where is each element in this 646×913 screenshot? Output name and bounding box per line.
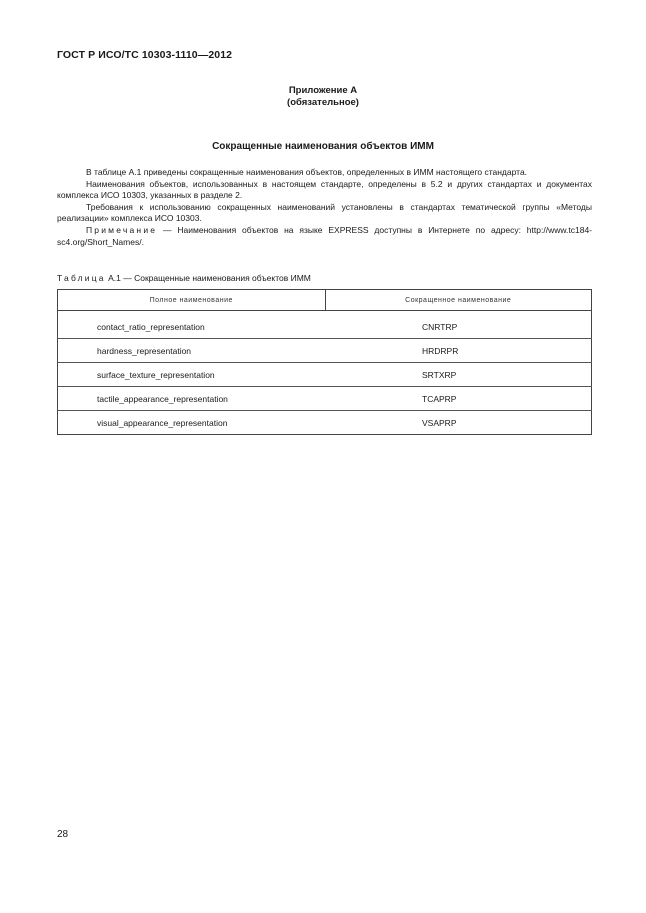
paragraph-2: Наименования объектов, использованных в настоящем стандарте, определены в 5.2 и других стандартах и документах комплекса ИСО 10303, указанных в разделе 2.	[57, 178, 592, 201]
cell-short-name: HRDRPR	[325, 339, 592, 363]
annex-title: Приложение А	[288, 85, 358, 96]
table-caption	[57, 273, 311, 283]
cell-short-name: SRTXRP	[325, 363, 592, 387]
short-names-table	[57, 289, 592, 435]
annex-status: (обязательное)	[287, 97, 359, 108]
header-short-name: Сокращенное наименование	[325, 290, 592, 311]
cell-full-name: visual_appearance_representation	[58, 411, 326, 435]
table-row	[58, 387, 592, 411]
table-header-row	[58, 290, 592, 311]
note-text: — Наименования объектов на языке EXPRESS доступны в Интернете по адресу: http://www.tc184-sc4.org/Short_Names/.	[57, 224, 592, 247]
paragraph-3: Требования к использованию сокращенных наименований установлены в стандартах тематической группы «Методы реализации» комплекса ИСО 10303.	[57, 201, 592, 224]
paragraph-1: В таблице А.1 приведены сокращенные наименования объектов, определенных в ИММ настоящего стандарта.	[86, 167, 528, 177]
table-caption-label: Таблица	[57, 273, 106, 283]
table-row	[58, 315, 592, 339]
cell-short-name: CNRTRP	[325, 315, 592, 339]
note-label: Примечание	[86, 224, 158, 235]
cell-full-name: hardness_representation	[58, 339, 326, 363]
cell-full-name: surface_texture_representation	[58, 363, 326, 387]
table-caption-text: А.1 — Сокращенные наименования объектов ИММ	[105, 273, 311, 283]
body-text	[57, 167, 592, 248]
cell-short-name: TCAPRP	[325, 387, 592, 411]
table-row	[58, 339, 592, 363]
cell-full-name: contact_ratio_representation	[58, 315, 326, 339]
header-full-name: Полное наименование	[58, 290, 326, 311]
table-row	[58, 411, 592, 435]
standard-designation: ГОСТ Р ИСО/ТС 10303-1110—2012	[57, 49, 233, 61]
note-paragraph	[57, 225, 592, 248]
cell-short-name: VSAPRP	[325, 411, 592, 435]
section-title: Сокращенные наименования объектов ИММ	[212, 141, 434, 152]
cell-full-name: tactile_appearance_representation	[58, 387, 326, 411]
page-number: 28	[57, 829, 69, 840]
annex-heading	[0, 85, 646, 109]
table-row	[58, 363, 592, 387]
